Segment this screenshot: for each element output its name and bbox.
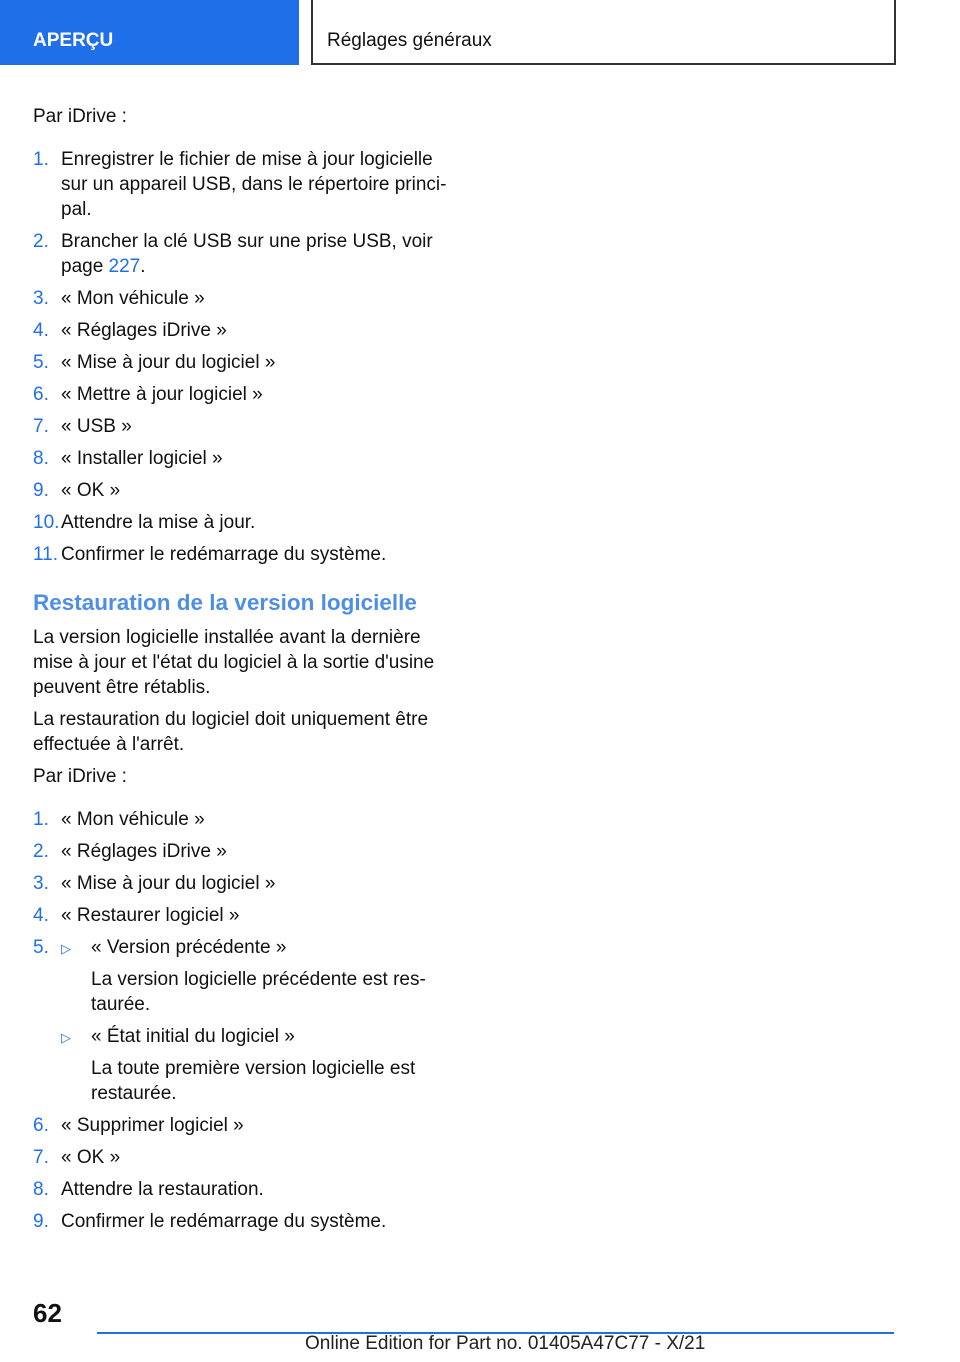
update-steps-list	[33, 147, 453, 567]
step-number: 9.	[33, 1211, 49, 1232]
step-text: « Installer logiciel »	[61, 448, 223, 469]
step-text: « OK »	[61, 480, 121, 501]
step-number: 1.	[33, 809, 49, 830]
main-content	[33, 104, 453, 1241]
list-item	[33, 903, 453, 928]
step-text: Confirmer le redémarrage du système.	[61, 544, 387, 565]
step-text: « Mon véhicule »	[61, 809, 205, 830]
section-tab[interactable]: APERÇU	[0, 0, 299, 65]
page-link[interactable]: 227	[108, 256, 141, 277]
step-text: « Réglages iDrive »	[61, 320, 227, 341]
step-text: Enregistrer le fichier de mise à jour logicielle sur un appareil USB, dans le répertoire princi-pal.	[61, 149, 447, 220]
list-item	[33, 147, 453, 222]
list-item	[33, 446, 453, 471]
step-number: 7.	[33, 416, 49, 437]
step-number: 8.	[33, 448, 49, 469]
step-number: 7.	[33, 1147, 49, 1168]
restore-paragraph: La version logicielle installée avant la dernière mise à jour et l'état du logiciel à la sortie d'usine peuvent être rétablis.	[33, 627, 435, 698]
list-item	[33, 286, 453, 311]
step-number: 6.	[33, 1115, 49, 1136]
step-text: Attendre la restauration.	[61, 1179, 264, 1200]
page-number: 62	[33, 1298, 62, 1328]
restore-steps-list	[33, 807, 453, 1234]
option-item	[61, 935, 453, 1017]
option-item	[61, 1024, 453, 1106]
step-number: 3.	[33, 288, 49, 309]
list-item	[33, 382, 453, 407]
list-item	[33, 935, 453, 1106]
step-number: 9.	[33, 480, 49, 501]
triangle-bullet-icon: ▷	[61, 1030, 71, 1045]
list-item	[33, 350, 453, 375]
step-text-part: Brancher la clé USB sur une prise USB, voir page	[61, 231, 433, 277]
step-text: « Mettre à jour logiciel »	[61, 384, 263, 405]
restore-paragraph: La restauration du logiciel doit uniquement être effectuée à l'arrêt.	[33, 709, 429, 755]
list-item	[33, 1113, 453, 1138]
step-number: 4.	[33, 905, 49, 926]
step-text: « Supprimer logiciel »	[61, 1115, 244, 1136]
section-title: Réglages généraux	[311, 0, 896, 65]
triangle-bullet-icon: ▷	[61, 941, 71, 956]
step-text: « OK »	[61, 1147, 121, 1168]
list-item	[33, 229, 453, 279]
list-item	[33, 478, 453, 503]
step-number: 3.	[33, 873, 49, 894]
step-text: « Mon véhicule »	[61, 288, 205, 309]
step-number: 5.	[33, 352, 49, 373]
list-item	[33, 839, 453, 864]
list-item	[33, 871, 453, 896]
step-number: 10.	[33, 512, 60, 533]
option-body	[91, 1024, 453, 1106]
step-text: « USB »	[61, 416, 132, 437]
intro-text: Par iDrive :	[33, 106, 127, 127]
step-number: 2.	[33, 841, 49, 862]
step-text	[61, 229, 453, 279]
list-item	[33, 542, 453, 567]
option-description: La toute première version logicielle est restaurée.	[91, 1058, 416, 1104]
step-number: 6.	[33, 384, 49, 405]
restore-heading: Restauration de la version logicielle	[33, 590, 417, 615]
list-item	[33, 1209, 453, 1234]
step-number: 2.	[33, 231, 49, 252]
list-item	[33, 510, 453, 535]
footer-edition: Online Edition for Part no. 01405A47C77 - X/21	[305, 1333, 706, 1354]
step-text-part: .	[140, 256, 146, 277]
list-item	[33, 807, 453, 832]
step-number: 11.	[33, 544, 59, 565]
step-number: 8.	[33, 1179, 49, 1200]
step-number: 4.	[33, 320, 49, 341]
restore-intro: Par iDrive :	[33, 766, 127, 787]
step-text: Attendre la mise à jour.	[61, 512, 256, 533]
option-label: « Version précédente »	[91, 937, 287, 958]
list-item	[33, 1177, 453, 1202]
step-text: « Mise à jour du logiciel »	[61, 352, 276, 373]
list-item	[33, 318, 453, 343]
step-text: « Mise à jour du logiciel »	[61, 873, 276, 894]
option-label: « État initial du logiciel »	[91, 1026, 295, 1047]
option-description: La version logicielle précédente est res-taurée.	[91, 969, 426, 1015]
list-item	[33, 414, 453, 439]
step-number: 1.	[33, 149, 49, 170]
step-text: Confirmer le redémarrage du système.	[61, 1211, 387, 1232]
step-text: « Restaurer logiciel »	[61, 905, 240, 926]
step-text: « Réglages iDrive »	[61, 841, 227, 862]
option-body	[91, 935, 453, 1017]
step-number: 5.	[33, 937, 49, 958]
step-options	[61, 935, 453, 1106]
list-item	[33, 1145, 453, 1170]
